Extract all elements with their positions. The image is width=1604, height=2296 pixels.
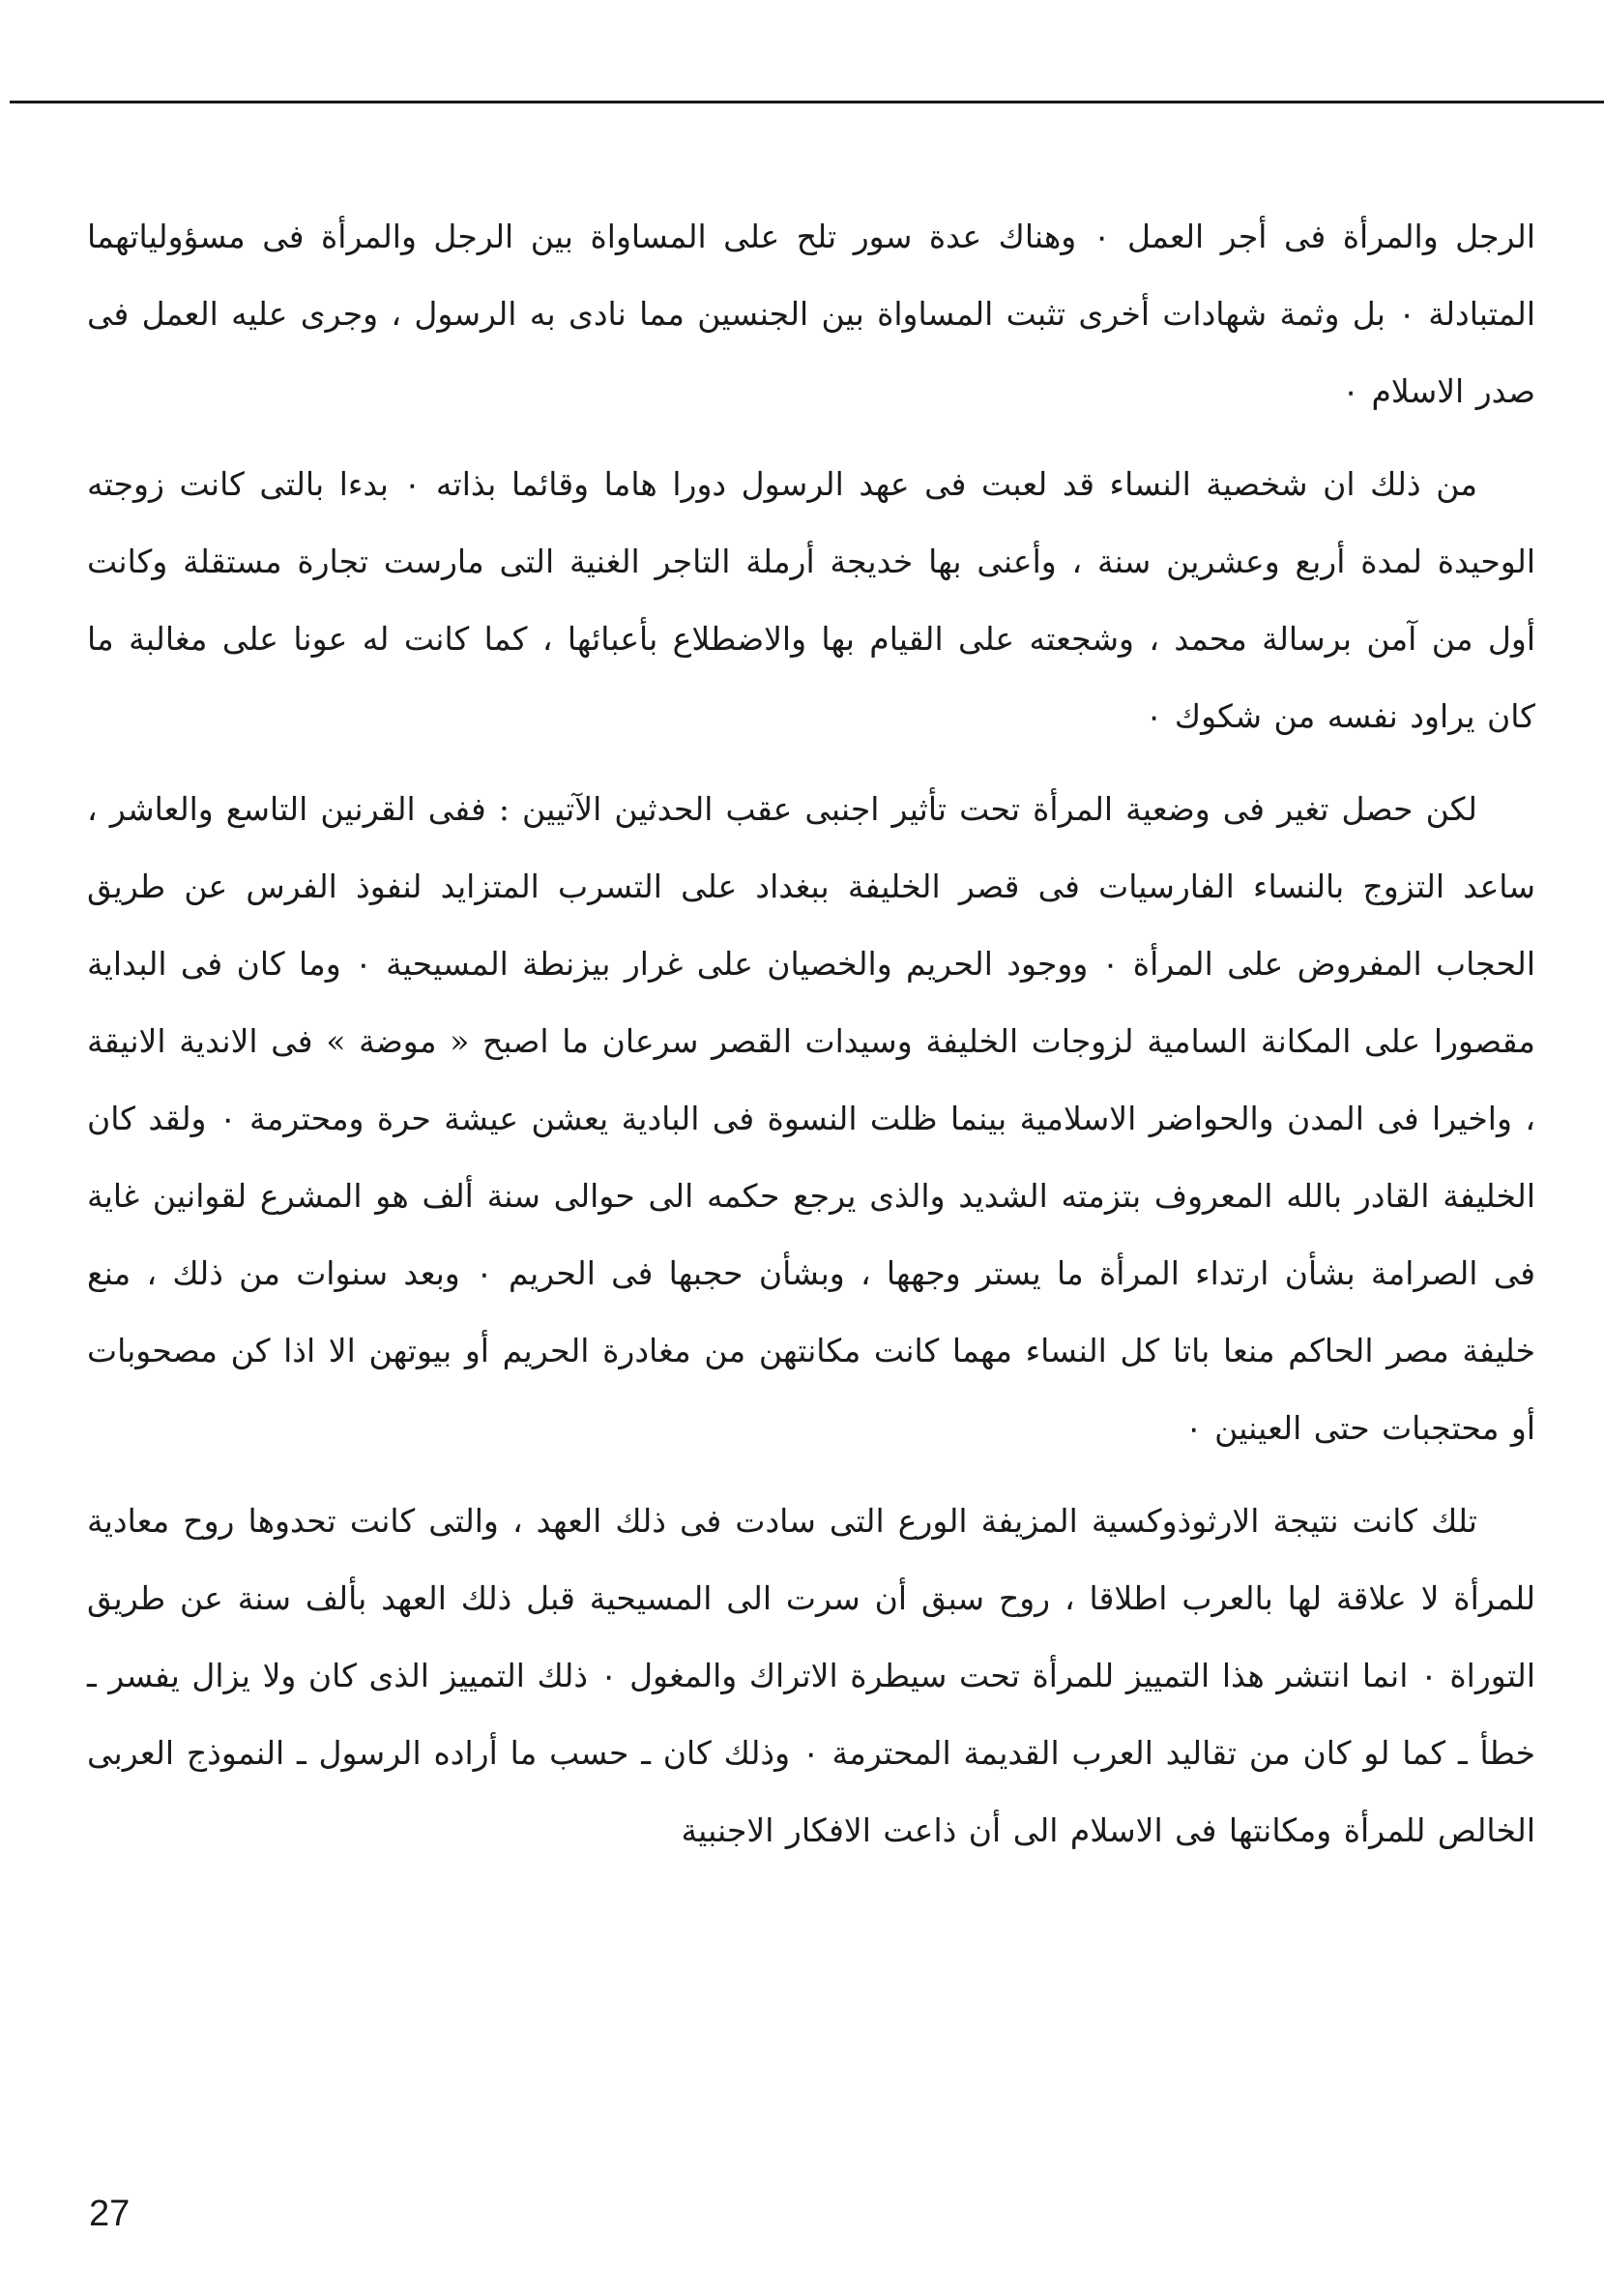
paragraph-1: الرجل والمرأة فى أجر العمل ٠ وهناك عدة سور تلح على المساواة بين الرجل والمرأة فى مسؤولياتهما المتبادلة ٠ بل وثمة شهادات أخرى تثبت المساواة بين الجنسين مما نادى به الرسول ، وجرى عليه العمل فى صدر الاسلام ٠ bbox=[87, 218, 1535, 410]
paragraph-2: من ذلك ان شخصية النساء قد لعبت فى عهد الرسول دورا هاما وقائما بذاته ٠ بدءا بالتى كانت زوجته الوحيدة لمدة أربع وعشرين سنة ، وأعنى بها خديجة أرملة التاجر الغنية التى مارست تجارة مستقلة وكانت أول من آمن برسالة محمد ، وشجعته على القيام بها والاضطلاع بأعبائها ، كما كانت له عونا على مغالبة ما كان يراود نفسه من شكوك ٠ bbox=[87, 465, 1535, 735]
paragraph-4: تلك كانت نتيجة الارثوذوكسية المزيفة الورع التى سادت فى ذلك العهد ، والتى كانت تحدوها روح معادية للمرأة لا علاقة لها بالعرب اطلاقا ، روح سبق أن سرت الى المسيحية قبل ذلك العهد بألف سنة عن طريق التوراة ٠ انما انتشر هذا التمييز للمرأة تحت سيطرة الاتراك والمغول ٠ ذلك التمييز الذى كان ولا يزال يفسر ـ خطأ ـ كما لو كان من تقاليد العرب القديمة المحترمة ٠ وذلك كان ـ حسب ما أراده الرسول ـ النموذج العربى الخالص للمرأة ومكانتها فى الاسلام الى أن ذاعت الافكار الاجنبية bbox=[87, 1502, 1536, 1849]
page-number: 27 bbox=[89, 2193, 131, 2234]
paragraph-3: لكن حصل تغير فى وضعية المرأة تحت تأثير اجنبى عقب الحدثين الآتيين : ففى القرنين التاسع والعاشر ، ساعد التزوج بالنساء الفارسيات فى قصر الخليفة ببغداد على التسرب المتزايد لنفوذ الفرس عن طريق الحجاب المفروض على المرأة ٠ ووجود الحريم والخصيان على غرار بيزنطة المسيحية ٠ وما كان فى البداية مقصورا على المكانة السامية لزوجات الخليفة وسيدات القصر سرعان ما اصبح « موضة » فى الاندية الانيقة ، واخيرا فى المدن والحواضر الاسلامية بينما ظلت النسوة فى البادية يعشن عيشة حرة ومحترمة ٠ ولقد كان الخليفة القادر بالله المعروف بتزمته الشديد والذى يرجع حكمه الى حوالى سنة ألف هو المشرع لقوانين غاية فى الصرامة بشأن ارتداء المرأة ما يستر وجهها ، وبشأن حجبها فى الحريم ٠ وبعد سنوات من ذلك ، منع خليفة مصر الحاكم منعا باتا كل النساء مهما كانت مكانتهن من مغادرة الحريم أو بيوتهن الا اذا كن مصحوبات أو محتجبات حتى العينين ٠ bbox=[87, 790, 1536, 1447]
page-body bbox=[87, 198, 1535, 1869]
header-rule bbox=[10, 101, 1604, 103]
